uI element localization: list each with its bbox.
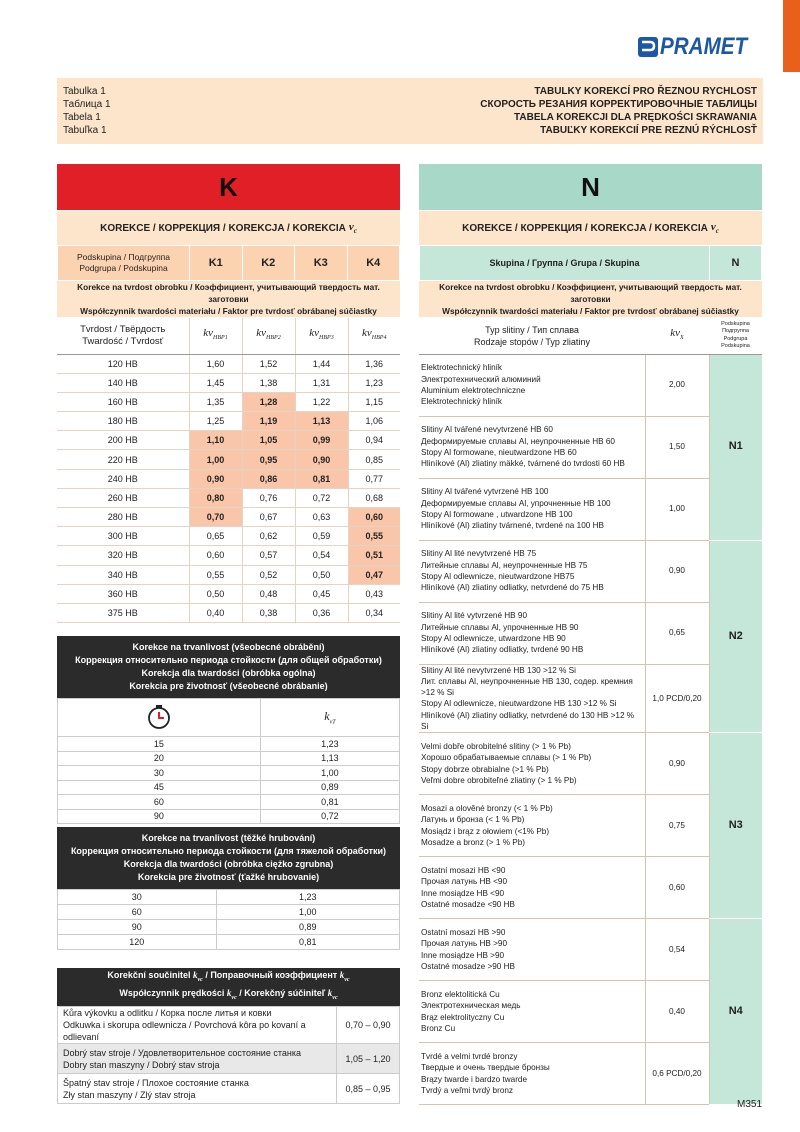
kv-header: $kv_{HBP1}$ [189,318,242,354]
alloy-kv-value: 0,54 [645,919,709,981]
kv-value: 1,45 [189,373,242,392]
speed-factor-condition [58,1074,337,1104]
alloy-description [419,602,645,664]
header-left-line: Tabuľka 1 [63,125,107,136]
alloy-row [419,354,762,416]
kv-value: 0,99 [295,431,348,450]
hardness-row [57,584,400,603]
hardness-row [57,450,400,469]
tool-life-factor: 0,72 [260,809,399,824]
alloy-line: Лит. сплавы Al, неупрочненные HB 130, содер. кремния >12 % Si [421,676,633,698]
kv-value: 1,15 [348,392,400,411]
k-correction-title [57,211,400,245]
n-hardness-note [419,281,762,317]
subgroup-cell: N4 [709,919,762,1105]
speed-factor-title-part: Korekční součinitel [107,970,191,981]
kv-value: 0,54 [295,546,348,565]
kv-value: 1,35 [189,392,242,411]
k-subgroup-label [58,246,190,281]
tool-life-minutes: 30 [58,766,261,781]
tool-life-title-line: Korekcia pre životnosť (ťažké hrubovanie) [137,872,320,882]
hardness-value: 160 HB [57,392,189,411]
hardness-row [57,565,400,584]
tool-life-row [58,795,400,810]
subgroup-cell: N1 [709,354,762,540]
tool-life-title-line: Коррекция относительно периода стойкости (для общей обработки) [75,655,382,665]
kv-value: 0,80 [189,488,242,507]
tool-life-row [58,890,400,905]
kv-value: 0,55 [348,527,400,546]
kv-value: 0,76 [242,488,295,507]
alloy-kv-value: 0,75 [645,795,709,857]
tool-life-minutes: 15 [58,737,261,752]
k-subgroup-header: K4 [347,246,400,281]
tool-life-factor: 1,00 [216,905,399,920]
tool-life-row [58,920,400,935]
kv-value: 1,10 [189,431,242,450]
tool-life-minutes: 120 [58,935,217,950]
alloy-line: Stopy Al formowane, nieutwardzone HB 60 [421,448,577,457]
alloy-line: Твердые и очень твердые бронзы [421,1063,550,1073]
alloy-description [419,1043,645,1105]
kv-value: 1,00 [189,450,242,469]
speed-factor-title-1: Korekční součinitel $k_{vc}$ / Поправочный коэффициент $k_{vc}$ [107,970,350,983]
subgroup-cell: N2 [709,540,762,733]
alloy-line: Ostatné mosadze <90 HB [421,900,515,910]
alloy-kv-value: 1,50 [645,416,709,478]
hardness-header-2: Twardość / Tvrdosť [82,335,164,347]
kv-value: 0,67 [242,508,295,527]
pramet-logo [638,34,761,60]
header-title-line: TABULKY KOREKCÍ PRO ŘEZNOU RYCHLOST [534,86,757,97]
speed-factor-table [57,1006,400,1104]
alloy-line: Slitiny Al tvářené vytvrzené HB 100 [421,487,549,497]
speed-factor-value: 1,05 – 1,20 [337,1044,400,1074]
kv-value: 0,57 [242,546,295,565]
kv-value: 0,34 [348,603,400,622]
kv-value: 1,05 [242,431,295,450]
tool-life-factor: 0,81 [260,795,399,810]
tool-life-row [58,935,400,950]
kv-value: 0,62 [242,527,295,546]
kv-value: 0,81 [295,469,348,488]
hardness-row [57,392,400,411]
tool-life-heavy-table [57,889,400,950]
speed-factor-value: 0,70 – 0,90 [337,1007,400,1044]
speed-factor-line: Zły stan maszyny / Zlý stav stroja [63,1089,196,1100]
kv-value: 1,38 [242,373,295,392]
alloy-line: Elektrotechnický hliník [421,397,502,407]
tool-life-general-table [57,698,400,824]
kv-value: 1,25 [189,412,242,431]
speed-factor-row [58,1044,400,1074]
tool-life-row [58,766,400,781]
alloy-line: Электротехническая медь [421,1001,521,1011]
kv-value: 1,06 [348,412,400,431]
alloy-type-header [419,318,645,354]
k-hardness-note-1: Korekce na tvrdost obrobku / Коэффициент, учитывающий твердость мат. заготовки [77,282,380,304]
n-group-table [419,245,762,281]
hardness-value: 120 HB [57,354,189,373]
kv-value: 1,52 [242,354,295,373]
kv-value: 1,31 [295,373,348,392]
kv-value: 1,60 [189,354,242,373]
n-correction-title-text: KOREKCE / КОРРЕКЦИЯ / KOREKCJA / KOREKCIA [462,222,708,234]
kt-header: $k_{vT}$ [260,699,399,737]
hardness-value: 240 HB [57,469,189,488]
alloy-description [419,416,645,478]
clock-cell [58,699,261,737]
speed-factor-row [58,1074,400,1104]
alloy-line: Stopy Al odlewnicze, nieutwardzone HB75 [421,572,575,581]
tool-life-minutes: 90 [58,920,217,935]
alloy-description [419,354,645,416]
kv-value: 0,90 [295,450,348,469]
alloy-line: Деформируемые сплавы Al, неупрочненные HB 60 [421,436,615,446]
kv-value: 0,94 [348,431,400,450]
speed-factor-condition [58,1044,337,1074]
alloy-description [419,919,645,981]
speed-factor-value: 0,85 – 0,95 [337,1074,400,1104]
hardness-row [57,546,400,565]
alloy-line: Inne mosiądze HB >90 [421,950,505,960]
alloy-line: Hliníkové (Al) zliatiny odliatky, netvrdené do 130 HB >12 % Si [421,710,635,731]
kv-sub: HBP3 [319,335,334,342]
hardness-row [57,527,400,546]
alloy-line: Stopy Al formowane , utwardzone HB 100 [421,510,573,519]
kv-value: 0,50 [189,584,242,603]
n-hardness-note-2: Współczynnik twardości materiału / Faktor pre tvrdosť obrábanej súčiastky [442,306,739,316]
kv-value: 0,51 [348,546,400,565]
kv-value: 0,85 [348,450,400,469]
tool-life-title-line: Коррекция относительно периода стойкости (для тяжелой обработки) [70,846,387,856]
speed-factor-line: Dobry stan maszyny / Dobrý stav stroja [63,1059,220,1070]
alloy-line: Ostatní mosazi HB >90 [421,928,506,938]
alloy-line: Mosiądz i brąz z ołowiem (<1% Pb) [421,826,550,836]
k-hardness-note [57,281,400,317]
tool-life-minutes: 60 [58,905,217,920]
alloy-line: Прочая латунь HB >90 [421,939,508,949]
n-group-value: N [710,246,762,281]
alloy-line: Slitiny Al lité vytvrzené HB 90 [421,611,528,621]
tool-life-row [58,905,400,920]
alloy-kv-value: 0,65 [645,602,709,664]
tool-life-minutes: 90 [58,809,261,824]
alloy-description [419,857,645,919]
page-number: M351 [737,1099,763,1110]
subgroup-header-line: Podskupina [721,343,750,350]
alloy-description [419,478,645,540]
tool-life-row [58,780,400,795]
alloy-line: Slitiny Al lité nevytvrzené HB 75 [421,549,537,559]
alloy-line: Slitiny Al lité nevytvrzené HB 130 >12 % Si [421,665,576,675]
alloy-line: Aluminium elektrotechniczne [421,386,526,395]
kv-value: 0,38 [242,603,295,622]
kv-value: 1,23 [348,373,400,392]
kv-value: 1,28 [242,392,295,411]
kv-value: 0,86 [242,469,295,488]
alloy-line: Электротехнический алюминий [421,374,541,384]
alloy-line: Деформируемые сплавы Al, упрочненные HB 100 [421,498,611,508]
alloy-line: Brąz elektrolityczny Cu [421,1012,505,1022]
n-group-banner: N [419,164,762,210]
alloy-line: Mosazi a olověné bronzy (< 1 % Pb) [421,804,553,814]
hardness-column-header [57,318,189,354]
kv-value: 0,60 [189,546,242,565]
clock-icon [146,704,172,730]
kv-value: 1,13 [295,412,348,431]
hardness-row [57,488,400,507]
hardness-value: 360 HB [57,584,189,603]
tool-life-title-line: Korekcja dla twardości (obróbka ogólna) [141,668,316,678]
page-header [57,78,763,144]
hardness-value: 140 HB [57,373,189,392]
speed-factor-title-part: Współczynnik prędkości [119,988,225,998]
alloy-kv-value: 0,6 PCD/0,20 [645,1043,709,1105]
alloy-line: Stopy dobrze obrabialne (>1 % Pb) [421,764,549,774]
hardness-value: 300 HB [57,527,189,546]
vc-symbol: $v_c$ [710,220,719,236]
kv-value: 0,55 [189,565,242,584]
kv-value: 0,45 [295,584,348,603]
tool-life-factor: 0,89 [260,780,399,795]
tool-life-minutes: 20 [58,751,261,766]
kv-value: 0,90 [189,469,242,488]
k-subgroup-label-1: Podskupina / Подгруппа [76,252,171,262]
kv-value: 1,22 [295,392,348,411]
alloy-line: Ostatní mosazi HB <90 [421,866,506,876]
alloy-kv-value: 0,90 [645,540,709,602]
tool-life-row [58,809,400,824]
kv-value: 0,40 [189,603,242,622]
tool-life-general-title [57,636,400,698]
subgroup-header-line: Подгруппа [722,328,749,335]
kv-value: 0,50 [295,565,348,584]
header-title-line: TABELA KOREKCJI DLA PRĘDKOŚCI SKRAWANIA [514,112,757,123]
alloy-line: Slitiny Al tvářené nevytvrzené HB 60 [421,425,553,435]
tool-life-heavy-title [57,827,400,889]
tool-life-factor: 1,23 [260,737,399,752]
k-subgroup-label-2: Podgrupa / Podskupina [79,263,168,273]
alloy-kv-value: 0,60 [645,857,709,919]
alloy-line: Литейные сплавы Al, неупрочненные HB 75 [421,560,588,570]
kv-sub: HBP2 [266,335,281,342]
alloy-description [419,664,645,733]
alloy-kv-value: 2,00 [645,354,709,416]
kv-header: $kv_{HBP3}$ [295,318,348,354]
speed-factor-line: Špatný stav stroje / Плохое состояние станка [63,1077,249,1088]
tool-life-factor: 0,81 [216,935,399,950]
alloy-line: Ostatné mosadze >90 HB [421,962,515,972]
alloy-row [419,919,762,981]
hardness-value: 180 HB [57,412,189,431]
alloy-line: Mosadze a bronz (> 1 % Pb) [421,838,525,848]
alloy-line: Латунь и бронза (< 1 % Pb) [421,815,525,825]
alloy-kv-value: 1,0 PCD/0,20 [645,664,709,733]
kvx-header: $kv_X$ [645,318,709,354]
alloy-line: Bronz elektolitická Cu [421,990,500,1000]
kv-value: 0,48 [242,584,295,603]
hardness-value: 375 HB [57,603,189,622]
alloy-line: Hliníkové (Al) zliatiny mäkké, tvárnené do tvrdosti 60 HB [421,459,625,469]
tool-life-factor: 1,13 [260,751,399,766]
alloy-line: Inne mosiądze HB <90 [421,888,505,898]
k-subgroup-table [57,245,400,281]
kv-value: 0,95 [242,450,295,469]
hardness-row [57,354,400,373]
alloy-type-header-1: Typ slitiny / Тип сплава [485,324,579,335]
subgroup-header-line: Podgrupa [723,335,748,342]
alloy-line: Velmi dobře obrobitelné slitiny (> 1 % Pb) [421,742,571,752]
tool-life-minutes: 60 [58,795,261,810]
alloy-description [419,981,645,1043]
k-subgroup-header: K1 [190,246,243,281]
alloy-description [419,795,645,857]
hardness-value: 260 HB [57,488,189,507]
hardness-row [57,412,400,431]
subgroup-header-line: Podskupina [721,320,750,327]
vc-symbol: $v_c$ [348,220,357,236]
speed-factor-title-part: / Korekčný súčiniteľ [239,988,326,998]
kv-value: 1,36 [348,354,400,373]
orange-edge-tab [783,0,800,72]
speed-factor-title-2: Współczynnik prędkości $k_{vc}$ / Korekčný súčiniteľ $k_{vc}$ [119,988,338,1001]
n-hardness-note-1: Korekce na tvrdost obrobku / Коэффициент, учитывающий твердость мат. заготовки [439,282,742,304]
kv-value: 0,47 [348,565,400,584]
alloy-line: Литейные сплавы Al, упрочненные HB 90 [421,622,579,632]
header-title-line: СКОРОСТЬ РЕЗАНИЯ КОРРЕКТИРОВОЧНЫЕ ТАБЛИЦЫ [480,99,757,110]
k-hardness-note-2: Współczynnik twardości materiału / Faktor pre tvrdosť obrábanej súčiastky [80,306,377,316]
header-left [63,85,111,137]
speed-factor-title [57,968,400,1006]
alloy-row [419,733,762,795]
hardness-value: 320 HB [57,546,189,565]
kv-value: 0,70 [189,508,242,527]
alloy-kv-value: 0,90 [645,733,709,795]
alloy-line: Stopy Al odlewnicze, utwardzone HB 90 [421,634,566,643]
kv-value: 0,36 [295,603,348,622]
hardness-row [57,603,400,622]
hardness-value: 200 HB [57,431,189,450]
kv-value: 0,63 [295,508,348,527]
header-left-line: Tabela 1 [63,112,101,123]
header-title-line: TABUĽKY KOREKCIÍ PRE REZNÚ RÝCHLOSŤ [540,125,757,136]
alloy-line: Hliníkové (Al) zliatiny odliatky, netvrdené do 75 HB [421,583,604,593]
hardness-value: 280 HB [57,508,189,527]
speed-factor-line: Odkuwka i skorupa odlewnicza / Povrchová kôra po kovaní a odlievaní [63,1020,306,1042]
tool-life-factor: 0,89 [216,920,399,935]
header-right [480,85,757,137]
alloy-line: Tvrdý a veľmi tvrdý bronz [421,1086,514,1096]
kv-header: $kv_{HBP2}$ [242,318,295,354]
k-subgroup-header: K3 [295,246,348,281]
tool-life-row [58,751,400,766]
alloy-line: Brązy twarde i bardzo twarde [421,1074,528,1084]
k-subgroup-header: K2 [242,246,295,281]
hardness-row [57,469,400,488]
hardness-value: 220 HB [57,450,189,469]
alloy-line: Veľmi dobre obrobiteľné zliatiny (> 1 % Pb) [421,776,577,786]
alloy-line: Hliníkové (Al) zliatiny odliatky, tvrdené 90 HB [421,645,584,655]
alloy-type-header-2: Rodzaje stopów / Typ zliatiny [474,336,590,347]
kv-header: $kv_{HBP4}$ [348,318,400,354]
hardness-row [57,508,400,527]
alloy-description [419,733,645,795]
tool-life-minutes: 30 [58,890,217,905]
kv-value: 0,72 [295,488,348,507]
k-group-banner: K [57,164,400,210]
hardness-value: 340 HB [57,565,189,584]
n-alloy-table [419,318,762,1105]
kv-value: 1,19 [242,412,295,431]
n-correction-title [419,211,762,245]
hardness-row [57,431,400,450]
alloy-line: Hliníkové (Al) zliatiny tvárnené, tvrdené na 100 HB [421,521,604,531]
alloy-line: Stopy Al odlewnicze, nieutwardzone HB 130 >12 % Si [421,699,617,709]
alloy-line: Хорошо обрабатываемые сплавы (> 1 % Pb) [421,753,592,763]
tool-life-factor: 1,00 [260,766,399,781]
subgroup-cell: N3 [709,733,762,919]
hardness-row [57,373,400,392]
n-group-label: Skupina / Группа / Grupa / Skupina [420,246,710,281]
speed-factor-row [58,1007,400,1044]
tool-life-title-line: Korekce na trvanlivost (těžké hrubování) [141,833,316,843]
k-hardness-table [57,318,400,623]
kv-value: 0,43 [348,584,400,603]
alloy-row [419,540,762,602]
tool-life-title-line: Korekcia pre životnosť (všeobecné obrábanie) [129,681,328,691]
kv-sub: HBP4 [371,335,387,342]
kv-value: 0,65 [189,527,242,546]
alloy-line: Elektrotechnický hliník [421,363,502,373]
header-left-line: Tabulka 1 [63,86,106,97]
kv-value: 0,68 [348,488,400,507]
tool-life-minutes: 45 [58,780,261,795]
k-correction-title-text: KOREKCE / КОРРЕКЦИЯ / KOREKCJA / KOREKCIA [100,222,346,234]
header-left-line: Таблица 1 [63,99,111,110]
kv-sub: HBP1 [213,335,228,342]
speed-factor-line: Kůra výkovku a odlitku / Корка после литья и ковки [63,1008,272,1018]
brand-name: PRAMET [660,33,748,60]
hardness-header-1: Tvrdost / Твёрдость [80,323,166,335]
subgroup-header [709,318,762,354]
alloy-line: Прочая латунь HB <90 [421,877,508,887]
kv-value: 0,52 [242,565,295,584]
alloy-kv-value: 0,40 [645,981,709,1043]
tool-life-factor: 1,23 [216,890,399,905]
kv-value: 0,77 [348,469,400,488]
speed-factor-title-part: / Поправочный коэффициент [205,970,338,981]
pramet-logo-icon [638,35,658,59]
speed-factor-line: Dobrý stav stroje / Удовлетворительное состояние станка [63,1047,301,1058]
alloy-kv-value: 1,00 [645,478,709,540]
alloy-line: Tvrdé a velmi tvrdé bronzy [421,1052,518,1062]
kv-value: 0,59 [295,527,348,546]
kv-value: 1,44 [295,354,348,373]
kv-value: 0,60 [348,508,400,527]
tool-life-row [58,737,400,752]
tool-life-title-line: Korekce na trvanlivost (všeobecné obrábění) [132,642,325,652]
alloy-line: Bronz Cu [421,1024,456,1034]
tool-life-title-line: Korekcja dla twardości (obróbka ciężko zgrubna) [123,859,334,869]
alloy-description [419,540,645,602]
speed-factor-condition [58,1007,337,1044]
